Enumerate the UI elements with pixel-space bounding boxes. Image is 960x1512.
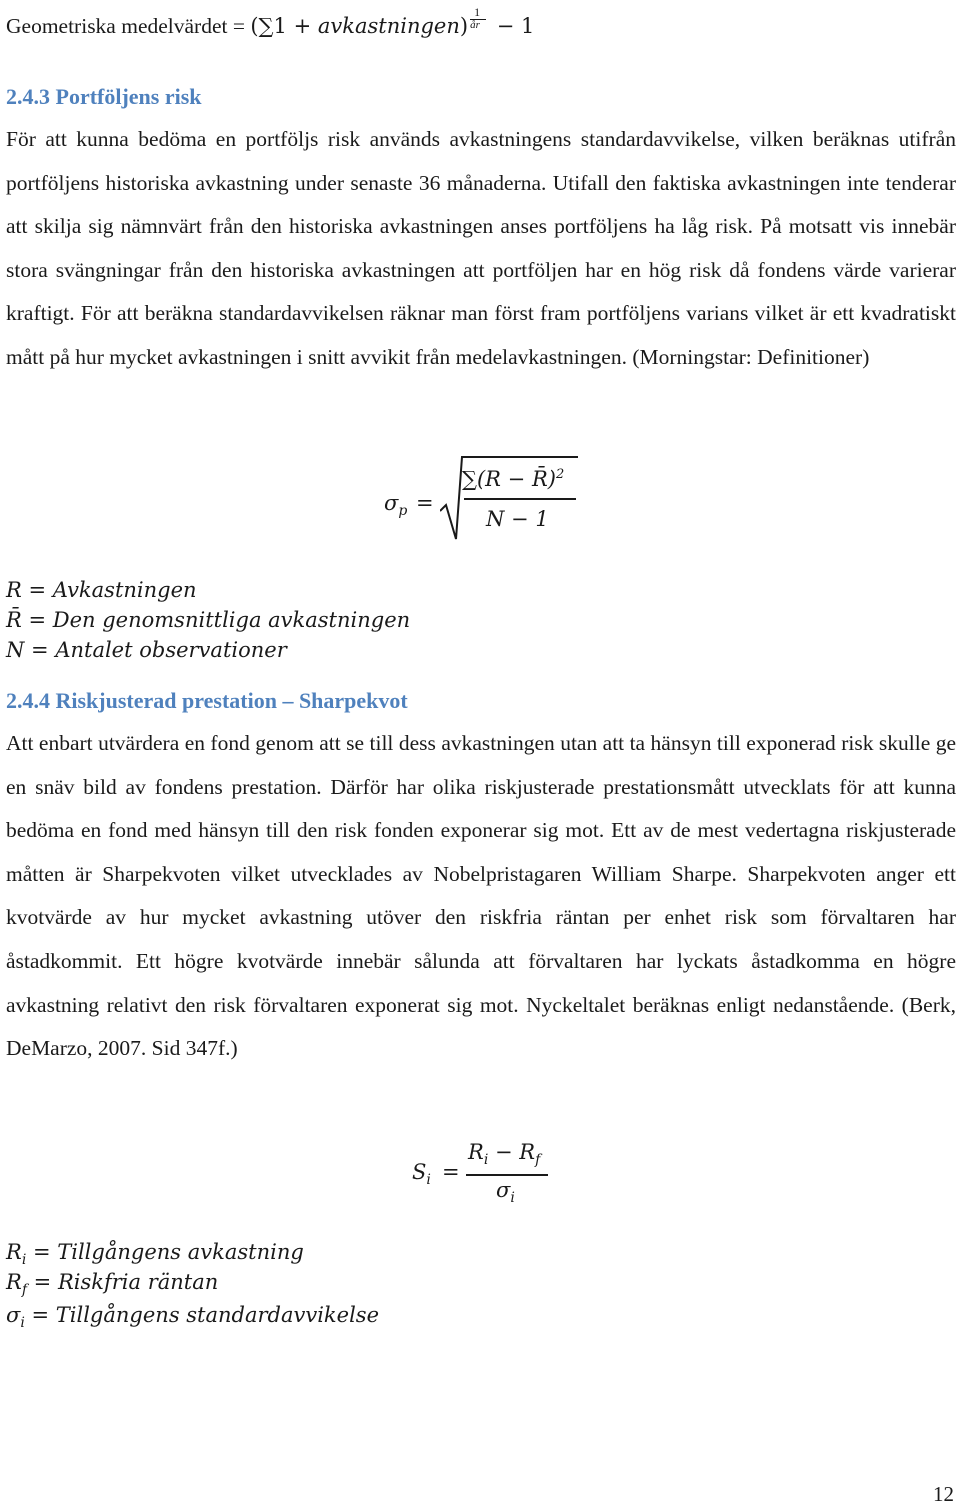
sharpe-equals: = xyxy=(442,1160,460,1184)
sharpe-lhs: $S_i$ xyxy=(412,1160,431,1188)
geometric-mean-minus-one: − 1 xyxy=(490,14,535,38)
definition-n: N = Antalet observationer xyxy=(6,638,287,662)
definition-ri: $R_i$ = Tillgångens avkastning xyxy=(6,1240,304,1268)
sigma-numerator: ∑(R − R̄)$^2$ xyxy=(462,467,565,491)
sigma-formula xyxy=(380,455,600,545)
definition-r-bar: R̄ = Den genomsnittliga avkastningen xyxy=(6,608,411,632)
section-body-243: För att kunna bedöma en portföljs risk används avkastningens standardavvikelse, vilken beräknas utifrån portföljens historiska avkastning under senaste 36 månaderna. Utifall den faktiska avkastningen inte tenderar att skilja sig nämnvärt från den historiska avkastningen anses portföljens ha låg risk. På motsatt vis innebär stora svängningar från den historiska avkastningen att portföljen har en hög risk då fondens värde varierar kraftigt. För att beräkna standardavvikelsen räknar man först fram portföljens varians vilket är ett kvadratiskt mått på hur mycket avkastningen i snitt avvikit från medelavkastningen. (Morningstar: Definitioner) xyxy=(6,127,956,369)
definition-r: R = Avkastningen xyxy=(6,578,197,602)
sigma-denominator: N − 1 xyxy=(486,507,549,531)
page-number: 12 xyxy=(933,1482,954,1506)
sigma-lhs: $\sigma_p$ xyxy=(384,491,408,519)
sharpe-fraction-bar xyxy=(466,1174,548,1176)
geometric-mean-exponent xyxy=(468,5,490,33)
section-heading-243: 2.4.3 Portföljens risk xyxy=(6,84,202,109)
geometric-mean-open: (∑1 + xyxy=(250,14,318,38)
sigma-equals: = xyxy=(416,491,434,515)
definition-sigma-i: $\sigma_i$ = Tillgångens standardavvikelse xyxy=(6,1303,380,1331)
exponent-denominator: år xyxy=(470,19,480,31)
geometric-mean-label: Geometriska medelvärdet = xyxy=(6,14,251,38)
sharpe-denominator: $\sigma_i$ xyxy=(496,1178,515,1206)
geometric-mean-variable: avkastningen xyxy=(317,14,460,38)
geometric-mean-close: ) xyxy=(459,14,469,38)
section-body-244: Att enbart utvärdera en fond genom att se till dess avkastningen utan att ta hänsyn till exponerad risk skulle ge en snäv bild av fondens prestation. Därför har olika riskjusterade prestationsmått utvecklats för att kunna bedöma en fond med hänsyn till den risk fonden exponerar sig mot. Ett av de mest vedertagna riskjusterade måtten är Sharpekvoten vilket utvecklades av Nobelpristagaren William Sharpe. Sharpekvoten anger ett kvotvärde av hur mycket avkastning utöver den riskfria räntan per enhet risk som förvaltaren har åstadkommit. Ett högre kvotvärde innebär sålunda att förvaltaren har lyckats åstadkomma en högre avkastning relativt den risk förvaltaren exponerat sig mot. Nyckeltalet beräknas enligt nedanstående. (Berk, DeMarzo, 2007. Sid 347f.) xyxy=(6,731,956,1061)
sharpe-formula xyxy=(410,1138,570,1218)
sharpe-numerator: $R_i - R_f$ xyxy=(468,1140,541,1168)
geometric-mean-formula xyxy=(6,5,535,39)
definition-rf: $R_f$ = Riskfria räntan xyxy=(6,1270,219,1298)
exponent-numerator: 1 xyxy=(474,5,481,19)
section-heading-244: 2.4.4 Riskjusterad prestation – Sharpekvot xyxy=(6,688,408,713)
